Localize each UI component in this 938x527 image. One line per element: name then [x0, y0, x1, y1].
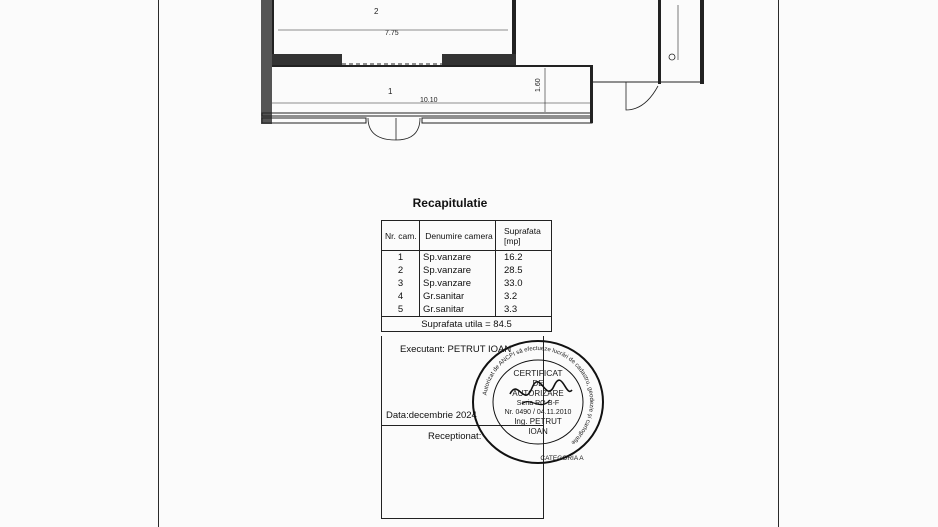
authorization-stamp: [470, 338, 606, 466]
header-name: Denumire camera: [420, 221, 496, 251]
partition-wall-left: [272, 54, 342, 65]
table-row: [382, 264, 552, 277]
table-row: [382, 251, 552, 265]
door-swing-right: [396, 118, 420, 140]
row-area: 33.0: [496, 277, 552, 290]
recap-title: Recapitulatie: [412, 196, 488, 210]
table-row: [382, 303, 552, 317]
executant-label: Executant: PETRUT IOAN: [400, 344, 512, 355]
table-row: [382, 277, 552, 290]
room2-left-wall: [272, 0, 274, 54]
fixture-icon: [669, 54, 675, 60]
stamp-ring-text: Autorizat de ANCPI să efectueze lucrări de cadastru, geodezie și cartografie: [482, 345, 595, 446]
stamp-line-7: IOAN: [528, 427, 548, 436]
receptionat-label: Receptionat:: [428, 431, 482, 442]
table-header-row: [382, 221, 552, 251]
room-label-2: 2: [374, 7, 379, 16]
header-nr: Nr. cam.: [382, 221, 420, 251]
stamp-line-1: CERTIFICAT: [513, 368, 563, 378]
stamp-line-3: AUTORIZARE: [512, 389, 564, 398]
row-area: 16.2: [496, 251, 552, 265]
total-area: Suprafata utila = 84.5: [382, 317, 552, 332]
row-area: 3.3: [496, 303, 552, 317]
row-name: Sp.vanzare: [420, 251, 496, 265]
row-nr: 2: [382, 264, 420, 277]
door-swing-corridor: [626, 82, 658, 110]
header-area: Suprafata [mp]: [496, 221, 552, 251]
table-row: [382, 290, 552, 303]
partition-wall-right: [442, 54, 516, 65]
room2-right-wall: [512, 0, 516, 56]
dim-7-75: 7.75: [385, 30, 399, 37]
row-name: Gr.sanitar: [420, 303, 496, 317]
row-nr: 1: [382, 251, 420, 265]
row-nr: 5: [382, 303, 420, 317]
floor-plan: [0, 0, 938, 200]
room3-wall-right: [700, 0, 704, 84]
row-name: Sp.vanzare: [420, 264, 496, 277]
room1-top-wall: [272, 65, 592, 67]
bottom-wall-right: [422, 118, 592, 123]
total-row: [382, 317, 552, 332]
stamp-category: CATEGORIA A: [540, 455, 584, 462]
dim-10-10: 10.10: [420, 97, 438, 104]
left-wall: [261, 0, 272, 124]
stamp-line-6: Ing. PETRUT: [514, 417, 562, 426]
door-swing-left: [368, 118, 396, 140]
row-name: Gr.sanitar: [420, 290, 496, 303]
room3-wall-left: [658, 0, 661, 84]
corridor-wall-left: [590, 65, 593, 123]
room-label-1: 1: [388, 87, 393, 96]
row-area: 3.2: [496, 290, 552, 303]
stamp-line-2: DE: [532, 379, 544, 388]
date-label: Data:decembrie 2024: [386, 410, 477, 421]
dim-1-60: 1.60: [535, 78, 542, 92]
row-nr: 3: [382, 277, 420, 290]
row-name: Sp.vanzare: [420, 277, 496, 290]
stamp-line-4: Seria RO-B-F: [516, 400, 560, 407]
stamp-line-5: Nr. 0490 / 04.11.2010: [504, 409, 572, 416]
row-nr: 4: [382, 290, 420, 303]
row-area: 28.5: [496, 264, 552, 277]
bottom-wall-outer: [262, 113, 592, 116]
recap-table: [381, 220, 552, 332]
bottom-wall-left: [262, 118, 366, 123]
